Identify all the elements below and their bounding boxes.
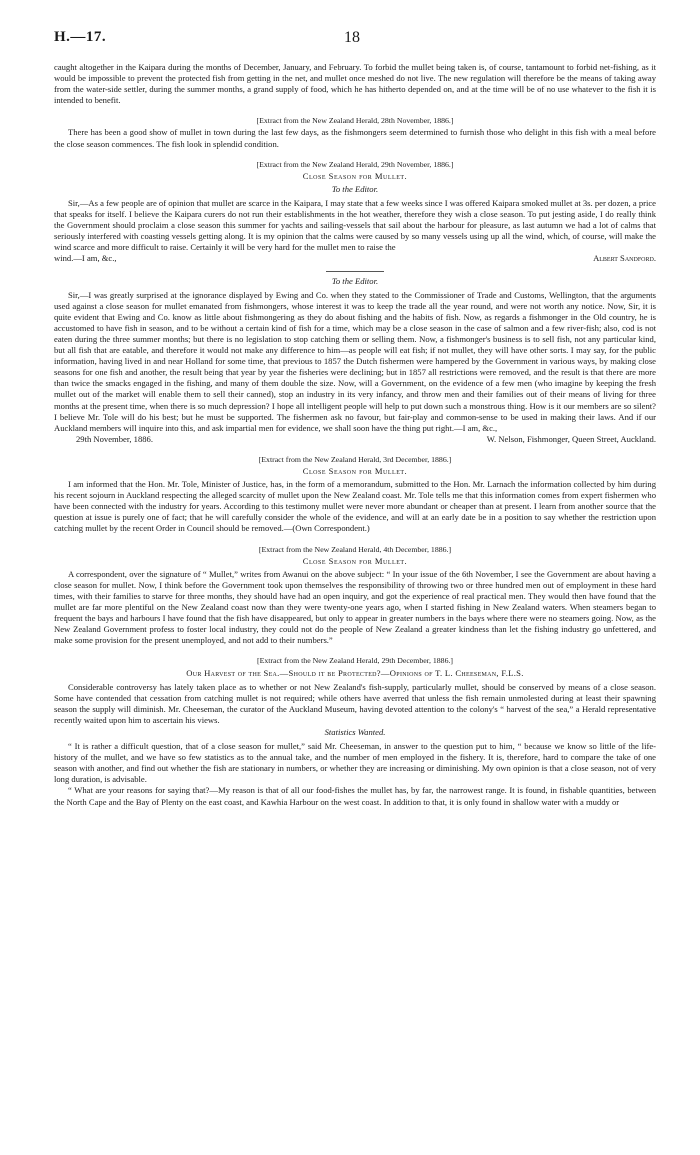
- section-body: I am informed that the Hon. Mr. Tole, Minister of Justice, has, in the form of a memorandum, submitted to the Hon. Mr. Larnach the information collected by him during his recent sojourn in Auckland respecting the alleged scarcity of mullet upon the New Zealand coast. Mr. Tole tells me that this information comes from expert fishermen who have been connected with the industry for years. According to this testimony mullet were never more abundant or cheaper than at present. I learn from another source that the question at issue is purely one of fact; that he will carefully consider the whole of the evidence, and will at an early date be in a position to say whether the restriction upon catching mullet by the recent Order in Council should be removed.—(Own Correspondent.): [54, 479, 656, 534]
- signoff-text: wind.—I am, &c.,: [54, 253, 117, 264]
- section-extract-29-dec: [54, 655, 656, 807]
- to-editor-heading: To the Editor.: [331, 183, 379, 194]
- section-extract-28-nov: [54, 115, 656, 149]
- section-extract-4-dec: [54, 544, 656, 647]
- letter-date: 29th November, 1886.: [76, 433, 153, 444]
- section-title: Close Season for Mullet.: [302, 170, 408, 181]
- page-number: 18: [344, 29, 360, 46]
- letter-signature: Albert Sandford.: [593, 253, 656, 264]
- section-letter-nelson: [54, 276, 656, 445]
- interview-paragraph: “ It is rather a difficult question, that of a close season for mullet,” said Mr. Cheeseman, in answer to the question put to him, “ because we know so little of the life-history of the mullet, and we have so few statistics as to the annual take, and the number of men employed in the fishery. It is, therefore, hard to compare the take of one season with another, and find out whether the fish are stationary in numbers, or whether they are increasing or diminishing. My own opinion is that a close season, not of very long duration, is advisable.: [54, 741, 656, 785]
- letter-signature: W. Nelson, Fishmonger, Queen Street, Auckland.: [486, 433, 656, 444]
- extract-line: [Extract from the New Zealand Herald, 3rd December, 1886.]: [258, 454, 452, 464]
- section-title: Our Harvest of the Sea.—Should it be Protected?—Opinions of T. L. Cheeseman, F.L.S.: [186, 667, 524, 678]
- letter-body: Sir,—I was greatly surprised at the ignorance displayed by Ewing and Co. when they stated to the Commissioner of Trade and Customs, Wellington, that the arguments used against a close season for mullet emanated from fishmongers, whose interest it was to keep the trade all the year round, and were not worth any notice. Now, Sir, it is quite evident that Ewing and Co. know as little about fishmongering as they do about fishing and the habits of fish. Now, as regards a fishmonger in the Old country, he is accustomed to have fish in season, and to be without a certain kind of fish for a time, which may be a close season in the case of salmon and a few river-fish; also, cod is not eaten during the three summer months; but there is no legislation to stop catching them or selling them. Now, a fishmonger's business is to sell fish, not any particular kind, but all fish that are eatable, and therefore it would not make any difference to him—as people will eat fish; if not mullet, they will have other sorts. I may say, for the public information, having lived in and near Holland for some time, that previous to 1857 the Dutch fishermen were hampered by the Government in various ways, by making close seasons for one fish and another, the result being that year by year the fisheries were declining; but in 1857 all restrictions were removed, and the result is that there are more than twice the smacks engaged in the fishing, and many of them double the size. Now, will a Government, on the evidence of a few men (who imagine by keeping the fresh mullet out of the market will enable them to sell their canned), stop an industry in its very infancy, and throw men and their families out of their means of living for three months at the present time, when there is so much depression? I hope all intelligent people will help to put down such a monstrous thing. How is it our members are so silent? I believe Mr. Tole will do his best; but he must be supported. The fishermen ask no favour, but fair-play and common-sense to be used in making their laws. And if our Auckland members will inquire into this, and ask impartial men for evidence, we shall soon have the thing put right.—I am, &c.,: [54, 289, 656, 433]
- to-editor-heading: To the Editor.: [331, 275, 379, 286]
- letter-body: Sir,—As a few people are of opinion that mullet are scarce in the Kaipara, I may state that a few weeks since I was offered Kaipara smoked mullet at 3s. per dozen, a price that speaks for itself. I believe the Kaipara curers do not run their establishments in the hot weather, therefore they wish a close season. To put jesting aside, I do really think the Government should proclaim a close season this summer for yachts and sailing-vessels that sail about the harbour for pleasure, as last autumn we had a lot of calms that seriously interfered with coasting vessels getting along. It is my opinion that the calms were caused by so many vessels using up all the wind, which, of course, will make the wind scarce and more difficult to raise. Certainly it will be very hard for the mullet men to raise the: [54, 197, 656, 253]
- subheading: Statistics Wanted.: [324, 726, 386, 737]
- extract-line: [Extract from the New Zealand Herald, 4th December, 1886.]: [258, 544, 452, 554]
- interview-paragraph: “ What are your reasons for saying that?—My reason is that of all our food-fishes the mullet has, by far, the narrowest range. It is found, in fishable quantities, between the North Cape and the Bay of Plenty on the east coast, and Kawhia Harbour on the west coast. In addition to that, it is only found in shallow water with a muddy or: [54, 785, 656, 807]
- page-identifier: H.—17.: [54, 29, 107, 45]
- section-body: Considerable controversy has lately taken place as to whether or not New Zealand's fish-supply, particularly mullet, should be conserved by means of a close season. Some have contended that cessation from catching mullet is not required; while others have averred that unless the fish remain unmolested during at least their spawning season the supply will diminish. Mr. Cheeseman, the curator of the Auckland Museum, having devoted attention to the colony's “ harvest of the sea,” a Herald representative recently waited upon him to ascertain his views.: [54, 681, 656, 725]
- section-body: A correspondent, over the signature of “ Mullet,” writes from Awanui on the above subject: “ In your issue of the 6th November, I see the Government are about having a close season for mullet. Now, I think before the Government took upon themselves the responsibility of throwing two or three hundred men out of employment in these hard times, with their families to starve for three months, they should have had an open inquiry, and got the experience of real practical men. They would then have found that the mullet are far more plentiful on the New Zealand coast now than they were twenty-one years ago, when I started fishing in New Zealand waters. When steamers began to frequent the bays and harbours I have found that the fish have disappeared, but only to appear in greater numbers in the bays where there were no steamers going. Now, as the New Zealand Government profess to foster local industry, they could not do the people of New Zealand a greater kindness than let the fishing industry go unfettered, and make some provision for the present unemployed, and not add to their numbers.”: [54, 568, 656, 646]
- intro-paragraph: caught altogether in the Kaipara during the months of December, January, and February. To forbid the mullet being taken is, of course, tantamount to forbid net-fishing, as it would be impossible to prevent the protected fish from getting in the net, and mullet once meshed do not live. The new regulation will therefore be the means of taking away from the water-side settler, during the summer months, a grand supply of food, which he has hitherto depended on, and at the time will be of no use whatever to the fish it is intended to benefit.: [54, 62, 656, 106]
- extract-line: [Extract from the New Zealand Herald, 29th November, 1886.]: [256, 159, 454, 169]
- section-divider: [326, 271, 384, 272]
- section-body: There has been a good show of mullet in town during the last few days, as the fishmongers seem determined to furnish those who delight in this fish with a meal before the close season commences. The fish look in splendid condition.: [54, 127, 656, 149]
- extract-line: [Extract from the New Zealand Herald, 28th November, 1886.]: [256, 116, 454, 126]
- page-header: [54, 28, 656, 62]
- section-extract-3-dec: [54, 454, 656, 535]
- letter-signoff: [54, 253, 656, 264]
- extract-line: [Extract from the New Zealand Herald, 29th December, 1886.]: [256, 656, 454, 666]
- section-extract-29-nov: [54, 159, 656, 265]
- section-title: Close Season for Mullet.: [302, 466, 408, 476]
- letter-signoff: [54, 434, 656, 445]
- section-title: Close Season for Mullet.: [302, 555, 408, 566]
